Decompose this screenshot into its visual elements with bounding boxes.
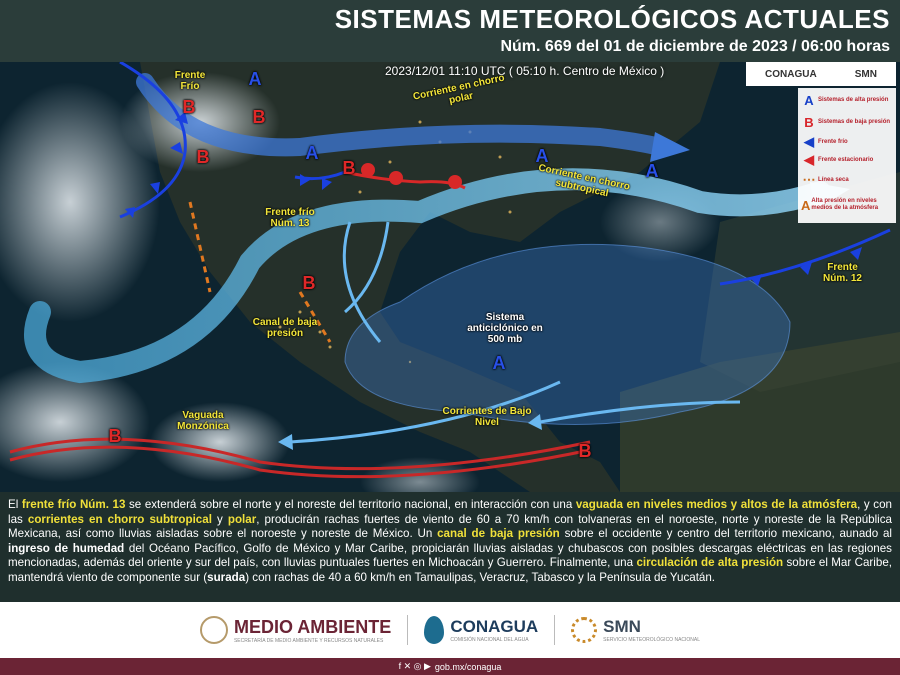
page-title: SISTEMAS METEOROLÓGICOS ACTUALES	[334, 4, 890, 34]
divider	[554, 615, 555, 645]
low-pressure-marker: B	[342, 158, 356, 178]
legend-label: Línea seca	[818, 176, 849, 183]
map-legend	[798, 88, 896, 223]
text-highlight: corrientes en chorro subtropical	[27, 512, 212, 526]
label-canal: Canal de baja presión	[252, 317, 318, 339]
smn-sub: SERVICIO METEOROLÓGICO NACIONAL	[603, 637, 701, 643]
text-highlight: vaguada	[575, 498, 623, 511]
legend-icon: ◀	[804, 134, 814, 149]
smn-logo	[571, 617, 700, 643]
label-frente-frio-13: Frente frío Núm. 13	[265, 207, 315, 229]
text-highlight: circulación de alta presión	[636, 556, 784, 570]
text-fragment: sobre el occidente y centro del territorio mexicano, aunado al	[559, 527, 892, 541]
legend-item	[800, 172, 896, 188]
social-icons[interactable]: f ✕ ◎ ▶	[398, 661, 431, 671]
label-corrientes-bajo-nivel: Corrientes de Bajo Nivel	[442, 406, 532, 428]
low-pressure-marker: B	[196, 147, 210, 167]
smn-name: SMN	[603, 617, 641, 636]
spiral-icon	[571, 617, 597, 643]
text-fragment: sobre el Mar Caribe	[783, 556, 889, 570]
legend-item	[800, 114, 896, 130]
satellite-timestamp: 2023/12/01 11:10 UTC ( 05:10 h. Centro de México )	[385, 64, 665, 78]
legend-icon: B	[804, 114, 814, 130]
legend-label: Alta presión en niveles medios de la atmósfera	[811, 198, 879, 211]
text-highlight: ingreso de humedad	[8, 541, 125, 555]
text-highlight: surada	[207, 570, 246, 584]
low-pressure-marker: B	[252, 107, 266, 127]
legend-item	[800, 134, 896, 150]
high-pressure-marker: A	[492, 353, 506, 373]
label-sistema-anticiclonico: Sistema anticiclónico en 500 mb	[467, 312, 543, 345]
text-fragment: , y con las	[8, 498, 892, 526]
text-fragment: se extenderá sobre el norte y el noreste del territorio nacional, en interacción con una	[125, 498, 576, 511]
legend-item	[800, 192, 896, 218]
legend-icon: ⋯	[802, 172, 816, 187]
high-pressure-marker: A	[305, 143, 319, 163]
website-link[interactable]: gob.mx/conagua	[434, 661, 502, 672]
social-footer	[0, 658, 900, 675]
satellite-map	[0, 62, 900, 492]
conagua-logo-top: CONAGUA	[765, 68, 817, 80]
label-vaguada: Vaguada Monzónica	[177, 410, 229, 432]
text-fragment: , mantendrá viento de componente sur (	[8, 556, 892, 584]
legend-label: Sistemas de alta presión	[818, 96, 889, 103]
label-corriente-polar: Corriente en chorro polar	[412, 72, 506, 107]
legend-label: Frente frío	[818, 138, 848, 145]
text-fragment: del Océano Pacífico, Golfo de México y Mar Caribe, propiciarán lluvias aisladas y chubascos con posibles descargas eléctricas en las regiones mencionadas, además del oriente y sur del país, con lluvias puntuales fuertes en Michoacán y Guerrero. Finalmente, una	[8, 541, 892, 570]
divider	[407, 615, 408, 645]
page-subtitle: Núm. 669 del 01 de diciembre de 2023 / 06:00 horas	[500, 38, 890, 55]
conagua-name: CONAGUA	[450, 617, 539, 636]
text-highlight: canal de baja presión	[437, 527, 560, 541]
medio-ambiente-logo	[200, 616, 391, 644]
high-pressure-marker: A	[645, 161, 659, 181]
label-frente-frio: Frente Frío	[174, 70, 206, 92]
text-fragment: , producirán rachas fuertes de viento de 60 a 70 km/h con tolvaneras en el noroeste, norte y noreste de la República Mexicana, así como lluvias aisladas sobre el noroeste y noreste de México. Un	[8, 512, 892, 541]
legend-icon: A	[801, 197, 811, 213]
low-pressure-marker: B	[578, 441, 592, 461]
text-highlight: en niveles medios y altos de la atmósfera	[622, 498, 858, 511]
low-pressure-marker: B	[108, 426, 122, 446]
legend-label: Sistemas de baja presión	[818, 118, 891, 125]
text-highlight: frente frío Núm. 13	[21, 498, 126, 511]
footer-logos	[0, 602, 900, 658]
text-fragment: El	[8, 498, 22, 511]
smn-logo-top: SMN	[854, 68, 877, 80]
label-corriente-subtropical: Corriente en chorro subtropical	[537, 162, 631, 200]
low-pressure-marker: B	[182, 97, 196, 117]
header-bar	[0, 0, 900, 62]
legend-icon: A	[804, 92, 814, 108]
high-pressure-marker: A	[248, 69, 262, 89]
water-drop-icon	[424, 616, 444, 644]
text-fragment: y	[211, 512, 228, 526]
legend-label: Frente estacionario	[818, 156, 874, 163]
text-highlight: polar	[227, 512, 257, 526]
legend-item	[800, 152, 896, 168]
legend-icon: ◀	[804, 152, 814, 167]
emblem-icon	[200, 616, 228, 644]
low-pressure-marker: B	[302, 273, 316, 293]
high-pressure-marker: A	[535, 146, 549, 166]
label-frente-12: Frente Núm. 12	[823, 262, 862, 284]
forecast-description	[0, 492, 900, 602]
medio-ambiente-sub: SECRETARÍA DE MEDIO AMBIENTE Y RECURSOS NATURALES	[233, 637, 384, 644]
conagua-logo	[424, 616, 538, 644]
text-fragment: ) con rachas de 40 a 60 km/h en Tamaulipas, Veracruz, Tabasco y la Península de Yucatán.	[245, 570, 716, 584]
legend-item	[800, 92, 896, 108]
top-logos	[746, 62, 896, 86]
medio-ambiente-name: MEDIO AMBIENTE	[233, 616, 392, 637]
conagua-sub: COMISIÓN NACIONAL DEL AGUA	[450, 637, 529, 643]
